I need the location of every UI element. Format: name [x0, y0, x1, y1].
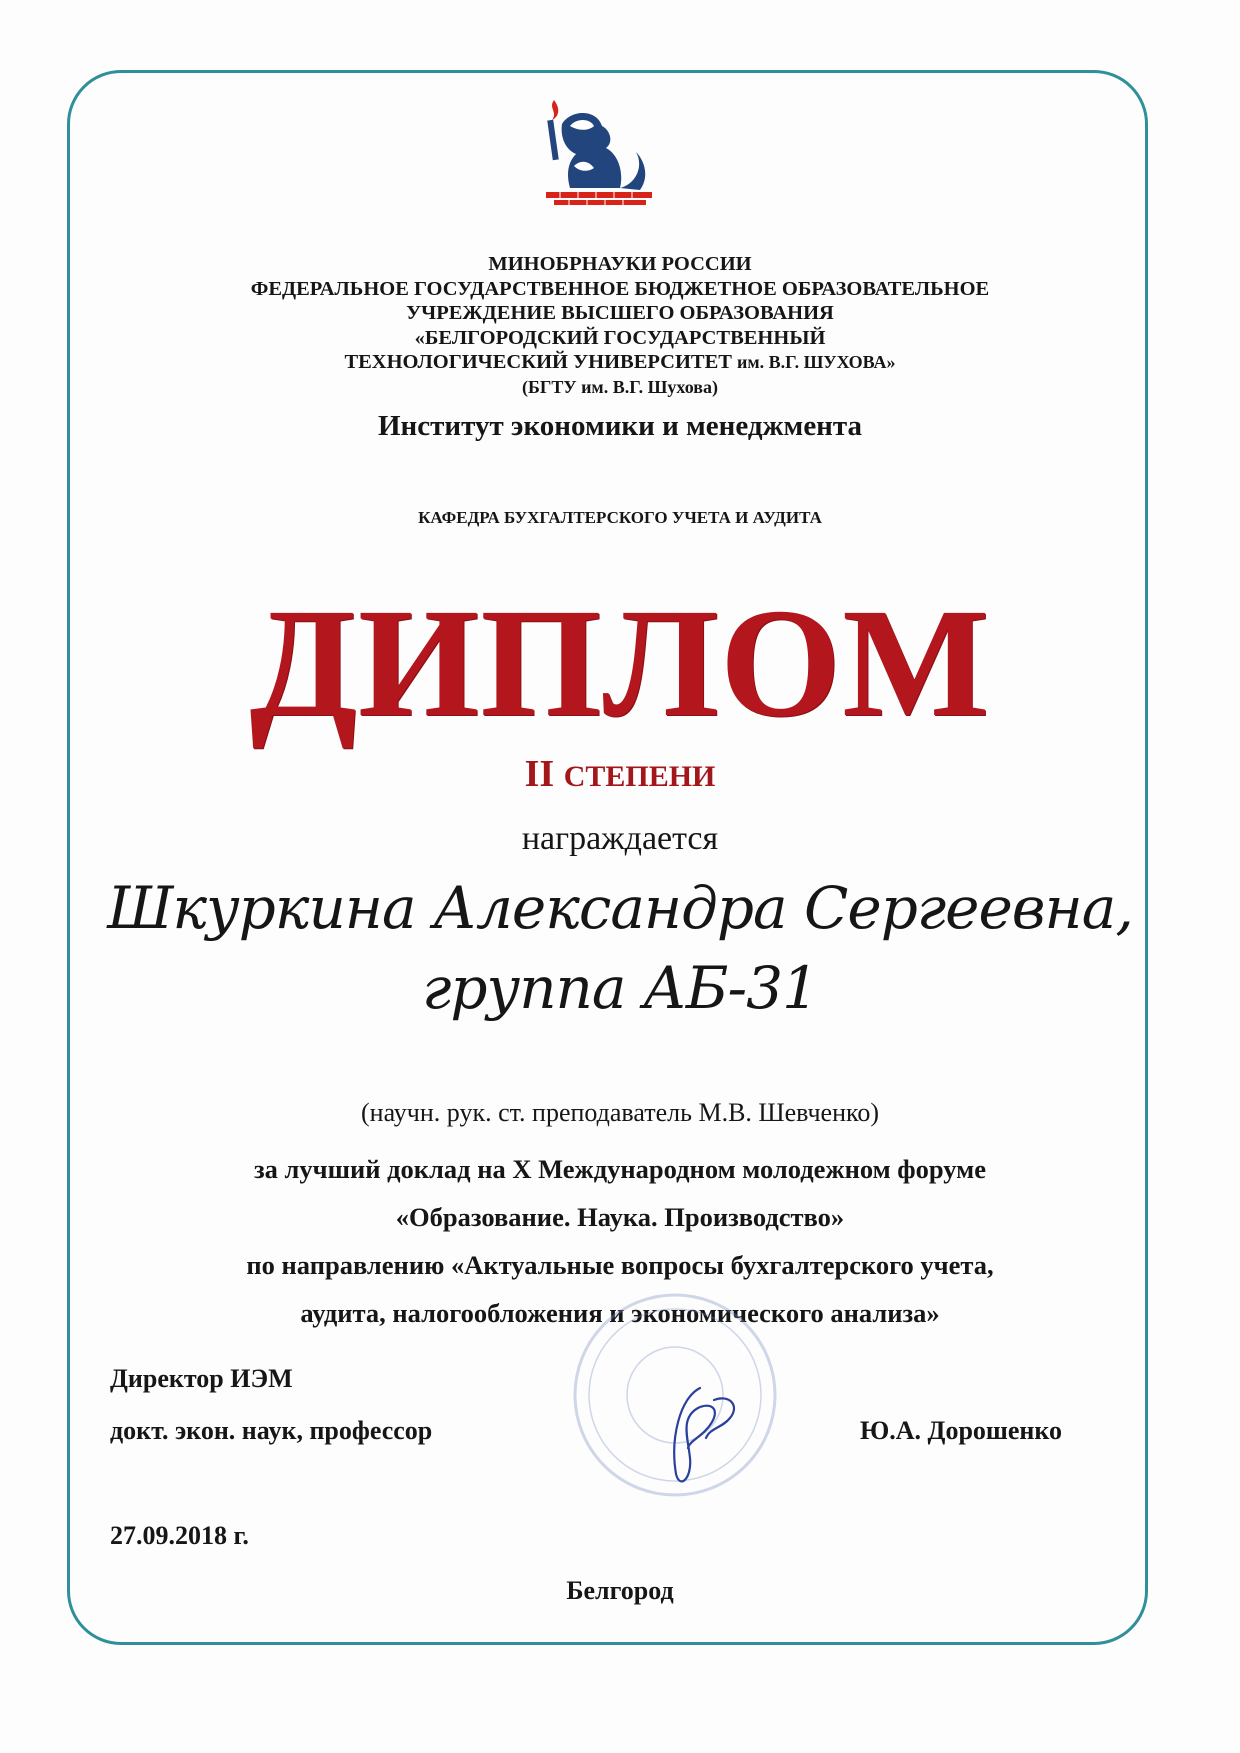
director-degree: докт. экон. наук, профессор: [110, 1416, 433, 1445]
reason-line: за лучший доклад на X Международном молодежном форуме: [254, 1154, 986, 1184]
director-title: Директор ИЭМ: [110, 1364, 293, 1393]
org-type-line-2: УЧРЕЖДЕНИЕ ВЫСШЕГО ОБРАЗОВАНИЯ: [406, 302, 834, 324]
city-name: Белгород: [566, 1576, 674, 1605]
degree-word: СТЕПЕНИ: [563, 760, 716, 793]
recipient-group: группа АБ-31: [422, 954, 818, 1022]
signer-name: Ю.А. Дорошенко: [860, 1416, 1063, 1445]
institute-name: Институт экономики и менеджмента: [377, 410, 862, 442]
organization-header: [0, 252, 1240, 399]
university-logo-icon: [540, 96, 660, 212]
degree-numeral: II: [524, 753, 555, 795]
supervisor-text: (научн. рук. ст. преподаватель М.В. Шевченко): [361, 1098, 879, 1127]
ministry-line: МИНОБРНАУКИ РОССИИ: [488, 253, 752, 275]
issue-date: 27.09.2018 г.: [110, 1521, 249, 1550]
reason-line: по направлению «Актуальные вопросы бухгалтерского учета,: [246, 1250, 994, 1280]
university-abbreviation: (БГТУ им. В.Г. Шухова): [522, 376, 718, 397]
university-name-line: «БЕЛГОРОДСКИЙ ГОСУДАРСТВЕННЫЙ: [414, 326, 826, 349]
recipient-name: Шкуркина Александра Сергеевна,: [107, 874, 1133, 942]
forum-name: «Образование. Наука. Производство»: [395, 1202, 845, 1232]
org-type-line: ФЕДЕРАЛЬНОЕ ГОСУДАРСТВЕННОЕ БЮДЖЕТНОЕ ОБРАЗОВАТЕЛЬНОЕ: [250, 277, 990, 300]
diploma-title: ДИПЛОМ: [249, 576, 991, 749]
awarded-text: награждается: [521, 820, 719, 857]
signature-icon: [640, 1378, 750, 1496]
diploma-degree: [0, 752, 1240, 796]
university-name-line-2: ТЕХНОЛОГИЧЕСКИЙ УНИВЕРСИТЕТ им. В.Г. ШУХОВА»: [344, 351, 896, 373]
reason-line: аудита, налогообложения и экономического анализа»: [300, 1298, 940, 1328]
recipient: [0, 868, 1240, 1028]
department-name: КАФЕДРА БУХГАЛТЕРСКОГО УЧЕТА И АУДИТА: [418, 508, 822, 527]
